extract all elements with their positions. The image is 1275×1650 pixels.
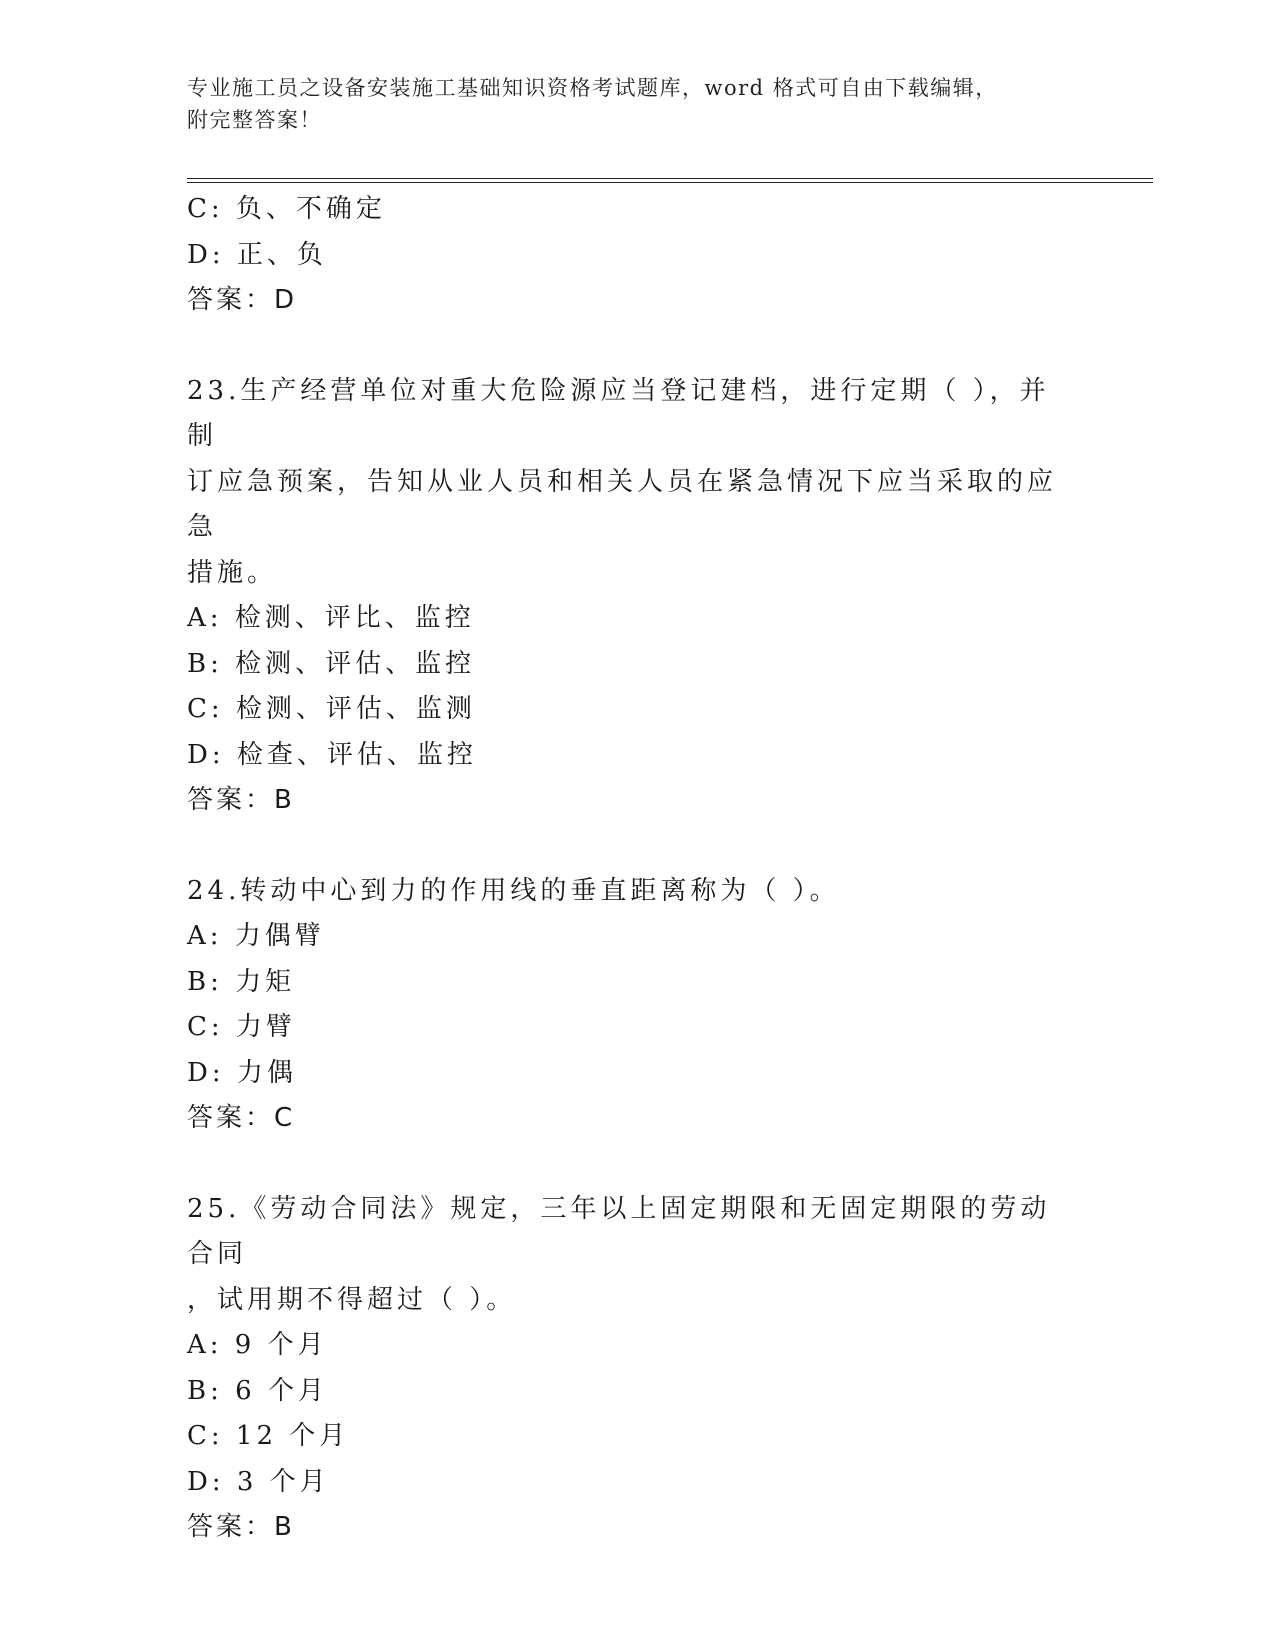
answer-line: 答案：C	[187, 1103, 296, 1133]
option-a: A: 力偶臂	[187, 921, 325, 951]
option-c: C: 负、不确定	[187, 194, 386, 224]
option-d: D: 力偶	[187, 1057, 297, 1088]
answer-line: 答案：B	[187, 785, 295, 815]
option-d: D: 正、负	[187, 239, 327, 270]
document-body	[187, 187, 1067, 1551]
option-c: C: 检测、评估、监测	[187, 694, 476, 724]
option-c: C: 力臂	[187, 1012, 296, 1042]
header-line-1: 专业施工员之设备安装施工基础知识资格考试题库，word 格式可自由下载编辑，	[187, 76, 998, 100]
answer-line: 答案：B	[187, 1512, 295, 1542]
question-stem-line: 订应急预案，告知从业人员和相关人员在紧急情况下应当采取的应急	[187, 466, 1058, 542]
option-d: D: 检查、评估、监控	[187, 739, 477, 770]
option-b: B: 检测、评估、监控	[187, 648, 476, 679]
question-24	[187, 869, 1067, 1142]
header-divider-bottom	[187, 182, 1153, 183]
question-stem-line: 措施。	[187, 557, 278, 588]
question-stem-line: 23.生产经营单位对重大危险源应当登记建档，进行定期（ ），并制	[187, 375, 1050, 451]
header-line-2: 附完整答案！	[187, 108, 322, 132]
document-header	[187, 72, 1067, 136]
header-divider-top	[187, 178, 1153, 179]
option-c: C: 12 个月	[187, 1421, 350, 1451]
option-b: B: 6 个月	[187, 1375, 328, 1406]
question-25	[187, 1187, 1067, 1551]
question-stem-line: ，试用期不得超过（ ）。	[187, 1284, 517, 1315]
question-23	[187, 369, 1067, 824]
option-d: D: 3 个月	[187, 1466, 330, 1497]
option-a: A: 9 个月	[187, 1330, 328, 1360]
question-stem-line: 24.转动中心到力的作用线的垂直距离称为（ ）。	[187, 875, 840, 906]
option-b: B: 力矩	[187, 966, 296, 997]
option-a: A: 检测、评比、监控	[187, 603, 475, 633]
question-stem-line: 25.《劳动合同法》规定，三年以上固定期限和无固定期限的劳动合同	[187, 1193, 1051, 1269]
carryover-block	[187, 187, 1067, 324]
answer-line: 答案：D	[187, 285, 298, 315]
